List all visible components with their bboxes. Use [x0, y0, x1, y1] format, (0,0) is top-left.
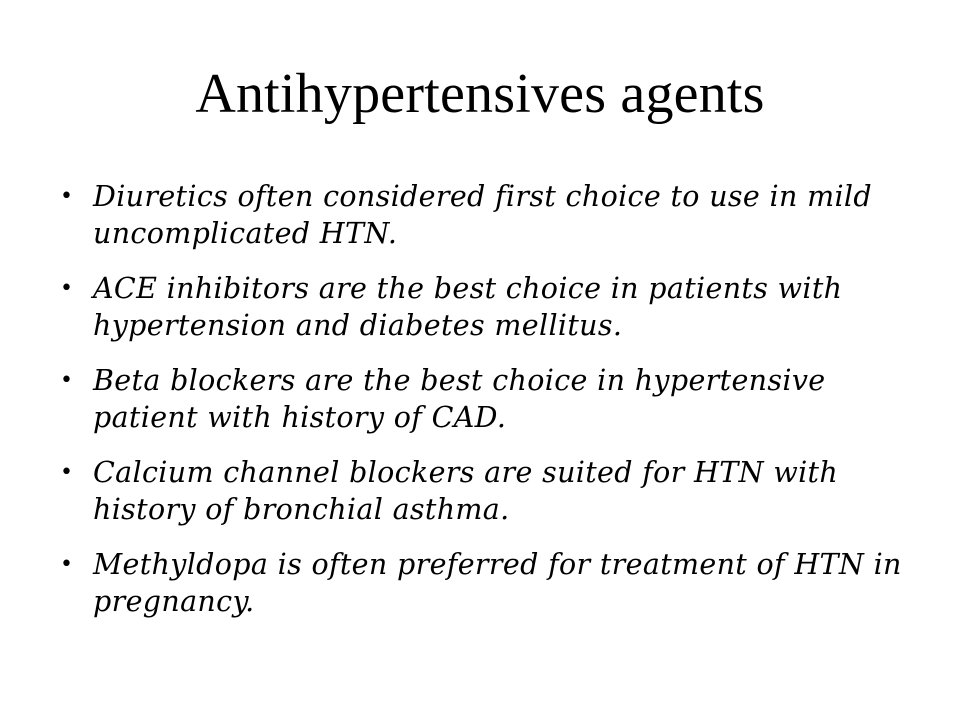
- bullet-marker: •: [60, 276, 74, 301]
- bullet-marker: •: [60, 184, 74, 209]
- list-item: [60, 362, 910, 436]
- bullet-text: Methyldopa is often preferred for treatment of HTN in pregnancy.: [93, 548, 902, 618]
- bullet-marker: •: [60, 460, 74, 485]
- bullet-marker: •: [60, 552, 74, 577]
- bullet-marker: •: [60, 368, 74, 393]
- list-item: [60, 270, 910, 344]
- bullet-text: Beta blockers are the best choice in hypertensive patient with history of CAD.: [93, 364, 826, 434]
- list-item: [60, 546, 910, 620]
- list-item: [60, 178, 910, 252]
- bullet-text: ACE inhibitors are the best choice in patients with hypertension and diabetes mellitus.: [93, 272, 843, 342]
- bullet-text: Diuretics often considered first choice to use in mild uncomplicated HTN.: [93, 180, 872, 250]
- list-item: [60, 454, 910, 528]
- slide-title: Antihypertensives agents: [195, 63, 765, 125]
- bullet-text: Calcium channel blockers are suited for HTN with history of bronchial asthma.: [93, 456, 839, 526]
- bullet-list: [60, 178, 910, 638]
